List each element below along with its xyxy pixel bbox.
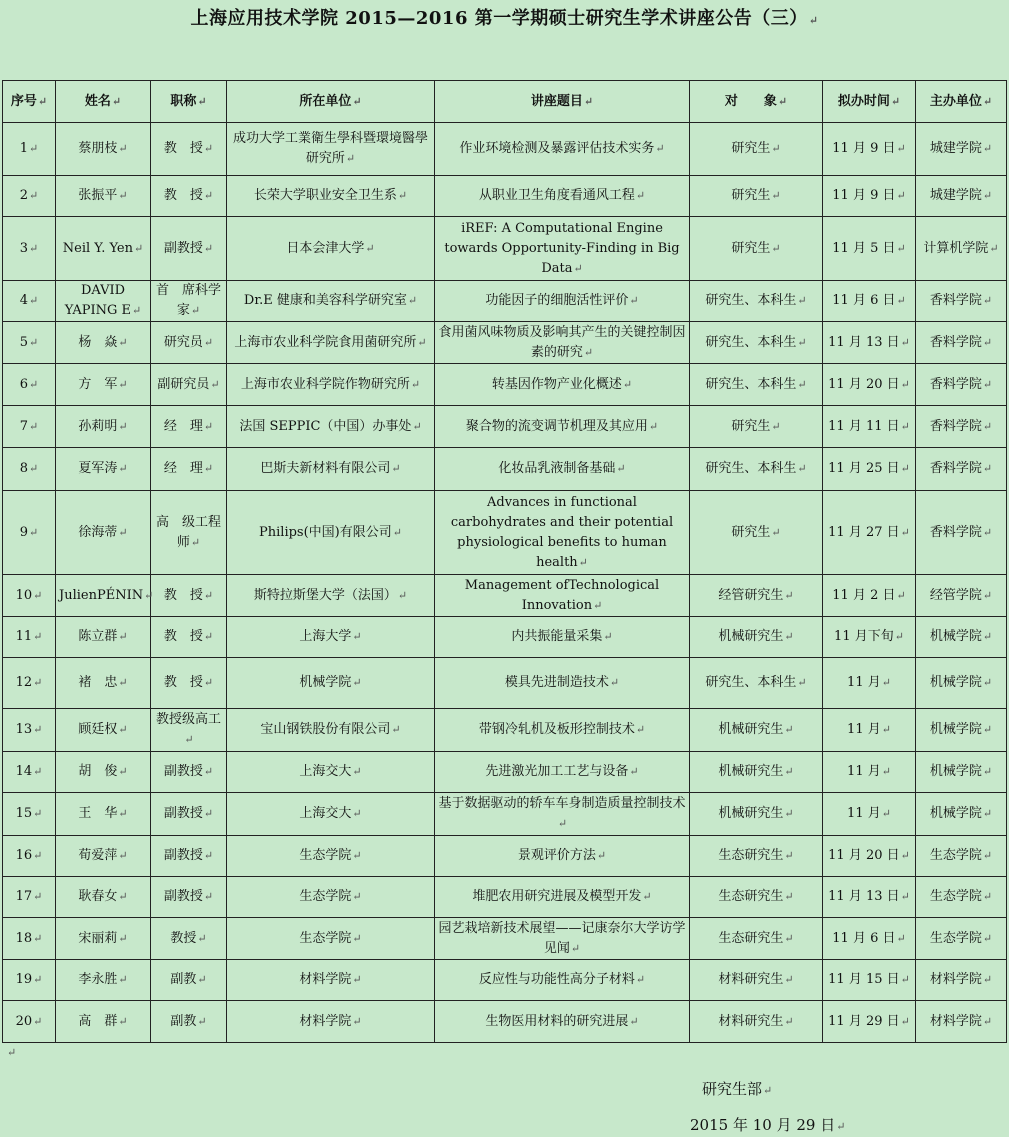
audience-cell: 生态研究生↵ <box>690 918 823 960</box>
audience-cell: 研究生↵ <box>690 217 823 281</box>
host-school-cell: 生态学院↵ <box>916 836 1007 877</box>
audience-cell: 研究生、本科生↵ <box>690 281 823 322</box>
audience-cell: 经管研究生↵ <box>690 575 823 617</box>
scheduled-time-cell: 11 月 20 日↵ <box>823 836 916 877</box>
audience-cell: 研究生↵ <box>690 491 823 575</box>
lecture-topic-cell: 先进激光加工工艺与设备↵ <box>435 752 690 793</box>
table-row <box>3 709 1007 752</box>
lecture-topic-cell: 堆肥农用研究进展及模型开发↵ <box>435 877 690 918</box>
speaker-name-cell: 宋丽莉↵ <box>56 918 151 960</box>
lecture-topic-cell: Management ofTechnological Innovation↵ <box>435 575 690 617</box>
host-school-cell: 机械学院↵ <box>916 709 1007 752</box>
table-row <box>3 836 1007 877</box>
host-school-cell: 香料学院↵ <box>916 491 1007 575</box>
speaker-affiliation-cell: Dr.E 健康和美容科学研究室↵ <box>227 281 435 322</box>
speaker-name-cell: 方 军↵ <box>56 364 151 406</box>
audience-cell: 材料研究生↵ <box>690 960 823 1001</box>
speaker-title-cell: 副教授↵ <box>151 217 227 281</box>
lecture-topic-cell: 模具先进制造技术↵ <box>435 658 690 709</box>
row-number-cell: 6↵ <box>3 364 56 406</box>
speaker-name-cell: 杨 焱↵ <box>56 322 151 364</box>
audience-cell: 研究生↵ <box>690 123 823 176</box>
speaker-affiliation-cell: 生态学院↵ <box>227 836 435 877</box>
speaker-name-cell: 夏军涛↵ <box>56 448 151 491</box>
lecture-topic-cell: 景观评价方法↵ <box>435 836 690 877</box>
row-number-cell: 20↵ <box>3 1001 56 1043</box>
scheduled-time-cell: 11 月 6 日↵ <box>823 918 916 960</box>
scheduled-time-cell: 11 月 27 日↵ <box>823 491 916 575</box>
table-header-row <box>3 81 1007 123</box>
lecture-schedule-table <box>2 80 1007 1043</box>
speaker-name-cell: 陈立群↵ <box>56 617 151 658</box>
host-school-cell: 计算机学院↵ <box>916 217 1007 281</box>
host-school-cell: 经管学院↵ <box>916 575 1007 617</box>
speaker-affiliation-cell: 巴斯夫新材料有限公司↵ <box>227 448 435 491</box>
speaker-name-cell: 褚 忠↵ <box>56 658 151 709</box>
speaker-title-cell: 经 理↵ <box>151 406 227 448</box>
row-number-cell: 9↵ <box>3 491 56 575</box>
speaker-title-cell: 副教授↵ <box>151 752 227 793</box>
audience-cell: 机械研究生↵ <box>690 752 823 793</box>
audience-cell: 材料研究生↵ <box>690 1001 823 1043</box>
speaker-title-cell: 高 级工程师↵ <box>151 491 227 575</box>
host-school-cell: 机械学院↵ <box>916 658 1007 709</box>
speaker-name-cell: 高 群↵ <box>56 1001 151 1043</box>
table-row <box>3 918 1007 960</box>
speaker-title-cell: 研究员↵ <box>151 322 227 364</box>
table-row <box>3 793 1007 836</box>
paragraph-mark: ↵ <box>7 1046 17 1059</box>
column-header-scheduled-time: 拟办时间↵ <box>823 81 916 123</box>
scheduled-time-cell: 11 月↵ <box>823 658 916 709</box>
scheduled-time-cell: 11 月 9 日↵ <box>823 123 916 176</box>
speaker-affiliation-cell: 上海交大↵ <box>227 752 435 793</box>
row-number-cell: 15↵ <box>3 793 56 836</box>
speaker-name-cell: 张振平↵ <box>56 176 151 217</box>
speaker-title-cell: 副教↵ <box>151 1001 227 1043</box>
audience-cell: 研究生↵ <box>690 406 823 448</box>
host-school-cell: 城建学院↵ <box>916 123 1007 176</box>
table-row <box>3 217 1007 281</box>
column-header-row-number: 序号↵ <box>3 81 56 123</box>
host-school-cell: 香料学院↵ <box>916 406 1007 448</box>
table-row <box>3 406 1007 448</box>
table-row <box>3 877 1007 918</box>
host-school-cell: 香料学院↵ <box>916 281 1007 322</box>
scheduled-time-cell: 11 月 11 日↵ <box>823 406 916 448</box>
speaker-affiliation-cell: 材料学院↵ <box>227 960 435 1001</box>
host-school-cell: 机械学院↵ <box>916 793 1007 836</box>
table-row <box>3 575 1007 617</box>
host-school-cell: 机械学院↵ <box>916 617 1007 658</box>
audience-cell: 机械研究生↵ <box>690 709 823 752</box>
speaker-affiliation-cell: 上海市农业科学院食用菌研究所↵ <box>227 322 435 364</box>
table-row <box>3 491 1007 575</box>
table-row <box>3 1001 1007 1043</box>
speaker-affiliation-cell: 日本会津大学↵ <box>227 217 435 281</box>
table-row <box>3 448 1007 491</box>
speaker-title-cell: 首 席科学家↵ <box>151 281 227 322</box>
speaker-name-cell: 顾廷权↵ <box>56 709 151 752</box>
speaker-title-cell: 副教↵ <box>151 960 227 1001</box>
scheduled-time-cell: 11 月 9 日↵ <box>823 176 916 217</box>
speaker-name-cell: 徐海蒂↵ <box>56 491 151 575</box>
lecture-topic-cell: 基于数据驱动的轿车车身制造质量控制技术↵ <box>435 793 690 836</box>
audience-cell: 研究生、本科生↵ <box>690 364 823 406</box>
table-row <box>3 281 1007 322</box>
scheduled-time-cell: 11 月↵ <box>823 752 916 793</box>
row-number-cell: 3↵ <box>3 217 56 281</box>
scheduled-time-cell: 11 月 25 日↵ <box>823 448 916 491</box>
scheduled-time-cell: 11 月 5 日↵ <box>823 217 916 281</box>
speaker-affiliation-cell: 上海大学↵ <box>227 617 435 658</box>
audience-cell: 研究生、本科生↵ <box>690 448 823 491</box>
speaker-affiliation-cell: 成功大学工業衛生學科暨環境醫學研究所↵ <box>227 123 435 176</box>
audience-cell: 研究生、本科生↵ <box>690 322 823 364</box>
table-row <box>3 176 1007 217</box>
speaker-name-cell: 蔡朋枝↵ <box>56 123 151 176</box>
row-number-cell: 7↵ <box>3 406 56 448</box>
lecture-topic-cell: 生物医用材料的研究进展↵ <box>435 1001 690 1043</box>
lecture-topic-cell: iREF: A Computational Engine towards Opportunity-Finding in Big Data↵ <box>435 217 690 281</box>
speaker-affiliation-cell: 上海交大↵ <box>227 793 435 836</box>
row-number-cell: 14↵ <box>3 752 56 793</box>
row-number-cell: 10↵ <box>3 575 56 617</box>
speaker-affiliation-cell: 法国 SEPPIC（中国）办事处↵ <box>227 406 435 448</box>
table-row <box>3 752 1007 793</box>
column-header-audience: 对 象↵ <box>690 81 823 123</box>
speaker-title-cell: 副教授↵ <box>151 836 227 877</box>
row-number-cell: 13↵ <box>3 709 56 752</box>
row-number-cell: 18↵ <box>3 918 56 960</box>
speaker-name-cell: DAVID YAPING E↵ <box>56 281 151 322</box>
lecture-topic-cell: 园艺栽培新技术展望——记康奈尔大学访学见闻↵ <box>435 918 690 960</box>
audience-cell: 生态研究生↵ <box>690 877 823 918</box>
lecture-topic-cell: 带钢冷轧机及板形控制技术↵ <box>435 709 690 752</box>
row-number-cell: 16↵ <box>3 836 56 877</box>
host-school-cell: 机械学院↵ <box>916 752 1007 793</box>
audience-cell: 生态研究生↵ <box>690 836 823 877</box>
issue-date: 2015 年 10 月 29 日↵ <box>690 1116 846 1134</box>
speaker-name-cell: Neil Y. Yen↵ <box>56 217 151 281</box>
speaker-affiliation-cell: 斯特拉斯堡大学（法国）↵ <box>227 575 435 617</box>
host-school-cell: 城建学院↵ <box>916 176 1007 217</box>
scheduled-time-cell: 11 月 13 日↵ <box>823 877 916 918</box>
row-number-cell: 4↵ <box>3 281 56 322</box>
host-school-cell: 香料学院↵ <box>916 364 1007 406</box>
host-school-cell: 生态学院↵ <box>916 877 1007 918</box>
host-school-cell: 香料学院↵ <box>916 322 1007 364</box>
speaker-title-cell: 教 授↵ <box>151 658 227 709</box>
lecture-topic-cell: Advances in functional carbohydrates and their potential physiological benefits to human health↵ <box>435 491 690 575</box>
scheduled-time-cell: 11 月 29 日↵ <box>823 1001 916 1043</box>
scheduled-time-cell: 11 月 2 日↵ <box>823 575 916 617</box>
audience-cell: 机械研究生↵ <box>690 617 823 658</box>
audience-cell: 机械研究生↵ <box>690 793 823 836</box>
row-number-cell: 1↵ <box>3 123 56 176</box>
speaker-title-cell: 副研究员↵ <box>151 364 227 406</box>
speaker-affiliation-cell: Philips(中国)有限公司↵ <box>227 491 435 575</box>
scheduled-time-cell: 11 月 13 日↵ <box>823 322 916 364</box>
row-number-cell: 12↵ <box>3 658 56 709</box>
row-number-cell: 17↵ <box>3 877 56 918</box>
speaker-name-cell: 孙莉明↵ <box>56 406 151 448</box>
lecture-topic-cell: 聚合物的流变调节机理及其应用↵ <box>435 406 690 448</box>
row-number-cell: 2↵ <box>3 176 56 217</box>
table-row <box>3 123 1007 176</box>
speaker-title-cell: 副教授↵ <box>151 877 227 918</box>
column-header-host-school: 主办单位↵ <box>916 81 1007 123</box>
speaker-affiliation-cell: 长荣大学职业安全卫生系↵ <box>227 176 435 217</box>
speaker-name-cell: 胡 俊↵ <box>56 752 151 793</box>
speaker-title-cell: 教授级高工↵ <box>151 709 227 752</box>
table-row <box>3 960 1007 1001</box>
lecture-topic-cell: 反应性与功能性高分子材料↵ <box>435 960 690 1001</box>
table-row <box>3 364 1007 406</box>
table-body <box>3 123 1007 1043</box>
column-header-lecture-topic: 讲座题目↵ <box>435 81 690 123</box>
speaker-affiliation-cell: 上海市农业科学院作物研究所↵ <box>227 364 435 406</box>
speaker-name-cell: 王 华↵ <box>56 793 151 836</box>
lecture-topic-cell: 化妆品乳液制备基础↵ <box>435 448 690 491</box>
speaker-title-cell: 教 授↵ <box>151 617 227 658</box>
host-school-cell: 香料学院↵ <box>916 448 1007 491</box>
speaker-name-cell: JulienPÉNIN↵ <box>56 575 151 617</box>
lecture-topic-cell: 内共振能量采集↵ <box>435 617 690 658</box>
row-number-cell: 5↵ <box>3 322 56 364</box>
speaker-name-cell: 荀爱萍↵ <box>56 836 151 877</box>
speaker-title-cell: 副教授↵ <box>151 793 227 836</box>
host-school-cell: 材料学院↵ <box>916 1001 1007 1043</box>
scheduled-time-cell: 11 月 6 日↵ <box>823 281 916 322</box>
row-number-cell: 11↵ <box>3 617 56 658</box>
document-title: 上海应用技术学院 2015—2016 第一学期硕士研究生学术讲座公告（三）↵ <box>190 8 819 29</box>
column-header-speaker-affiliation: 所在单位↵ <box>227 81 435 123</box>
host-school-cell: 生态学院↵ <box>916 918 1007 960</box>
table-row <box>3 322 1007 364</box>
scheduled-time-cell: 11 月 20 日↵ <box>823 364 916 406</box>
table-row <box>3 658 1007 709</box>
row-number-cell: 8↵ <box>3 448 56 491</box>
speaker-affiliation-cell: 生态学院↵ <box>227 877 435 918</box>
speaker-title-cell: 教授↵ <box>151 918 227 960</box>
column-header-speaker-name: 姓名↵ <box>56 81 151 123</box>
speaker-title-cell: 教 授↵ <box>151 575 227 617</box>
speaker-name-cell: 李永胜↵ <box>56 960 151 1001</box>
speaker-affiliation-cell: 材料学院↵ <box>227 1001 435 1043</box>
speaker-title-cell: 经 理↵ <box>151 448 227 491</box>
speaker-affiliation-cell: 宝山钢铁股份有限公司↵ <box>227 709 435 752</box>
lecture-topic-cell: 从职业卫生角度看通风工程↵ <box>435 176 690 217</box>
speaker-affiliation-cell: 生态学院↵ <box>227 918 435 960</box>
speaker-title-cell: 教 授↵ <box>151 176 227 217</box>
row-number-cell: 19↵ <box>3 960 56 1001</box>
lecture-topic-cell: 功能因子的细胞活性评价↵ <box>435 281 690 322</box>
lecture-topic-cell: 转基因作物产业化概述↵ <box>435 364 690 406</box>
scheduled-time-cell: 11 月下旬↵ <box>823 617 916 658</box>
scheduled-time-cell: 11 月↵ <box>823 709 916 752</box>
issuing-department: 研究生部↵ <box>702 1080 773 1098</box>
scheduled-time-cell: 11 月↵ <box>823 793 916 836</box>
audience-cell: 研究生、本科生↵ <box>690 658 823 709</box>
table-row <box>3 617 1007 658</box>
host-school-cell: 材料学院↵ <box>916 960 1007 1001</box>
lecture-topic-cell: 食用菌风味物质及影响其产生的关键控制因素的研究↵ <box>435 322 690 364</box>
speaker-title-cell: 教 授↵ <box>151 123 227 176</box>
column-header-speaker-title: 职称↵ <box>151 81 227 123</box>
speaker-affiliation-cell: 机械学院↵ <box>227 658 435 709</box>
lecture-topic-cell: 作业环境检测及暴露评估技术实务↵ <box>435 123 690 176</box>
speaker-name-cell: 耿春女↵ <box>56 877 151 918</box>
audience-cell: 研究生↵ <box>690 176 823 217</box>
scheduled-time-cell: 11 月 15 日↵ <box>823 960 916 1001</box>
